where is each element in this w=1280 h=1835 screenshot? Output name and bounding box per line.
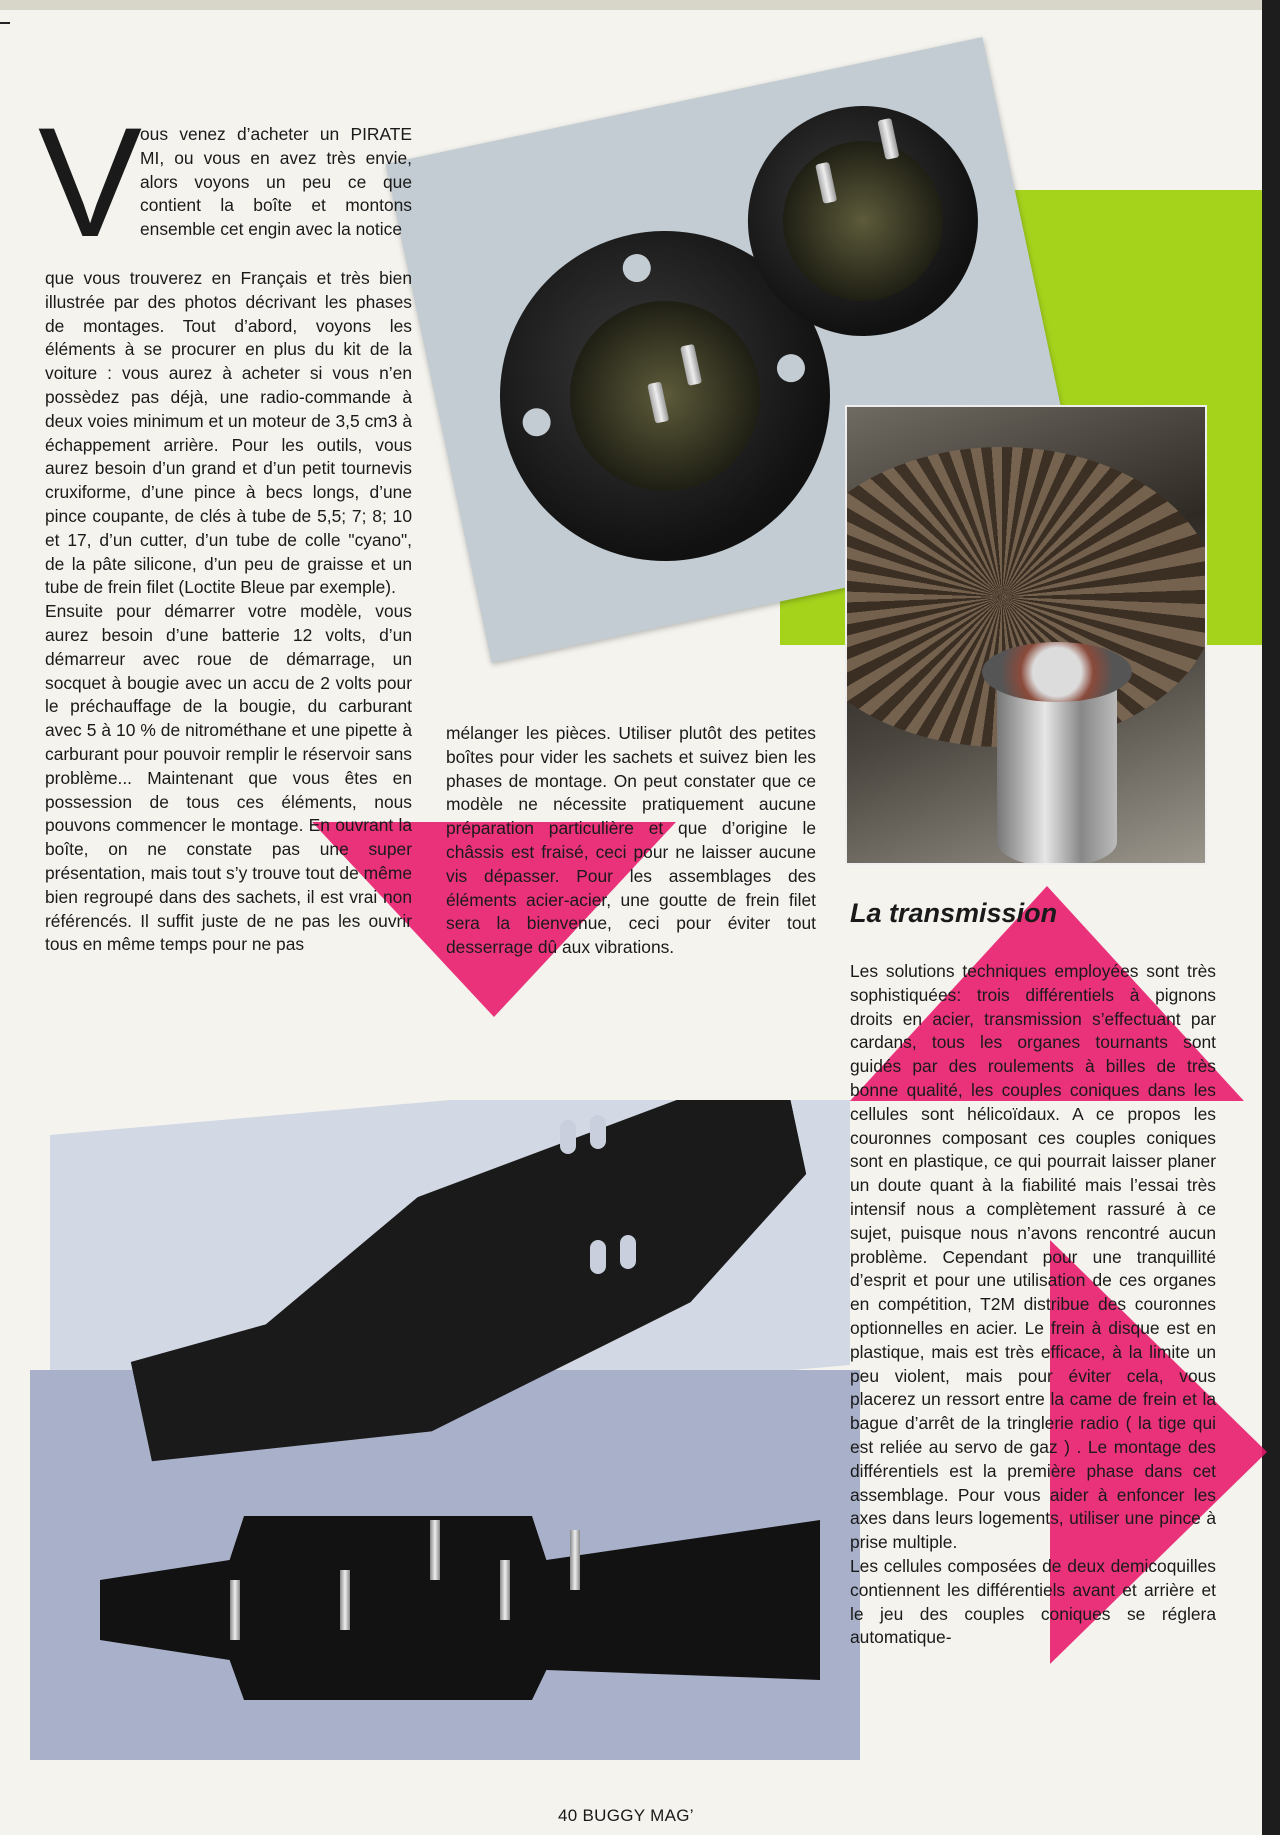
- photo-bevel-gear: [845, 405, 1207, 865]
- drop-cap: V: [38, 96, 143, 270]
- paragraph: Ensuite pour démarrer votre modèle, vous aurez besoin d’une batterie 12 volts, d’un démarreur avec roue de démarrage, un socquet à bougie avec un accu de 2 volts pour le préchauffage de la bougie, du carburant avec 5 à 10 % de nitrométhane et une pipette à carburant pour pouvoir remplir le réservoir sans problème... Maintenant que vous êtes en possession de tous ces éléments, nous pouvons commencer le montage. En ouvrant la boîte, on ne constate pas une super présentation, mais tout s’y trouve tout de même bien regroupé dans des sachets, il est vrai non référencés. Il suffit juste de ne pas les ouvrir tous en même temps pour ne pas: [45, 601, 412, 955]
- paragraph: Les solutions techniques employées sont très sophistiquées: trois différentiels à pignons droits en acier, transmission s’effectuant par cardans, tous les organes tournants sont guidés par des roulements à billes de très bonne qualité, les couples coniques dans les cellules sont hélicoïdaux. A ce propos les couronnes composant ces couples coniques sont en plastique, ce qui pourrait laisser planer un doute quant à la fiabilité mais l’essai très intensif nous a complètement rassuré à ce sujet, puisque nous n’avons rencontré aucun problème. Cependant pour une tranquillité d’esprit et pour une utilisation de ces organes en compétition, T2M distribue des couronnes optionnelles en acier. Le frein à disque est en plastique, mais est très efficace, à la limite un peu violent, mais pour éviter cela, vous placerez un ressort entre la came de frein et la bague d’arrêt de la tringlerie radio ( la tige qui est reliée au servo de gaz ) . Le montage des différentiels est la première phase dans cet assemblage. Pour vous aider à enfoncer les axes dans leurs logements, utiliser une pince à prise multiple.: [850, 961, 1216, 1553]
- column-2-body: [446, 722, 816, 960]
- top-edge: [0, 0, 1262, 10]
- paragraph: mélanger les pièces. Utiliser plutôt des petites boîtes pour vider les sachets et suivez bien les phases de montage. On peut constater que ce modèle ne nécessite pratiquement aucune préparation particulière et que d’origine le châssis est fraisé, ceci pour ne laisser aucune vis dépasser. Pour les assemblages des éléments acier-acier, une goutte de frein filet sera la bienvenue, ceci pour éviter tout desserrage dû aux vibrations.: [446, 723, 816, 958]
- photo-chassis-plates: [30, 1100, 860, 1760]
- paragraph: que vous trouverez en Français et très bien illustrée par des photos décrivant les phases de montages. Tout d’abord, voyons les éléments à se procurer en plus du kit de la voiture : vous aurez à acheter si vous n’en possèdez pas déjà, une radio-commande à deux voies minimum et un moteur de 3,5 cm3 à échappement arrière. Pour les outils, vous aurez besoin d’un grand et d’un petit tournevis cruxiforme, d’une pince à becs longs, d’une pince coupante, de clés à tube de 5,5; 7; 8; 10 et 17, d’un cutter, d’un tube de colle "cyano", de la pâte silicone, d’un peu de graisse et un tube de frein filet (Loctite Bleue par exemple).: [45, 268, 412, 598]
- column-1-body: [45, 267, 412, 957]
- section-heading: La transmission: [850, 898, 1058, 928]
- intro-paragraph: ous venez d’acheter un PIRATE MI, ou vous en avez très envie, alors voyons un peu ce que contient la boîte et montons ensemble cet engin avec la notice: [140, 124, 412, 240]
- page-folio: 40 BUGGY MAG’: [558, 1806, 694, 1825]
- column-3-body: [850, 960, 1216, 1650]
- paragraph: Les cellules composées de deux demicoquilles contiennent les différentiels avant et arrière et le jeu des couples coniques se réglera automatique-: [850, 1555, 1216, 1648]
- crop-mark: [0, 22, 10, 24]
